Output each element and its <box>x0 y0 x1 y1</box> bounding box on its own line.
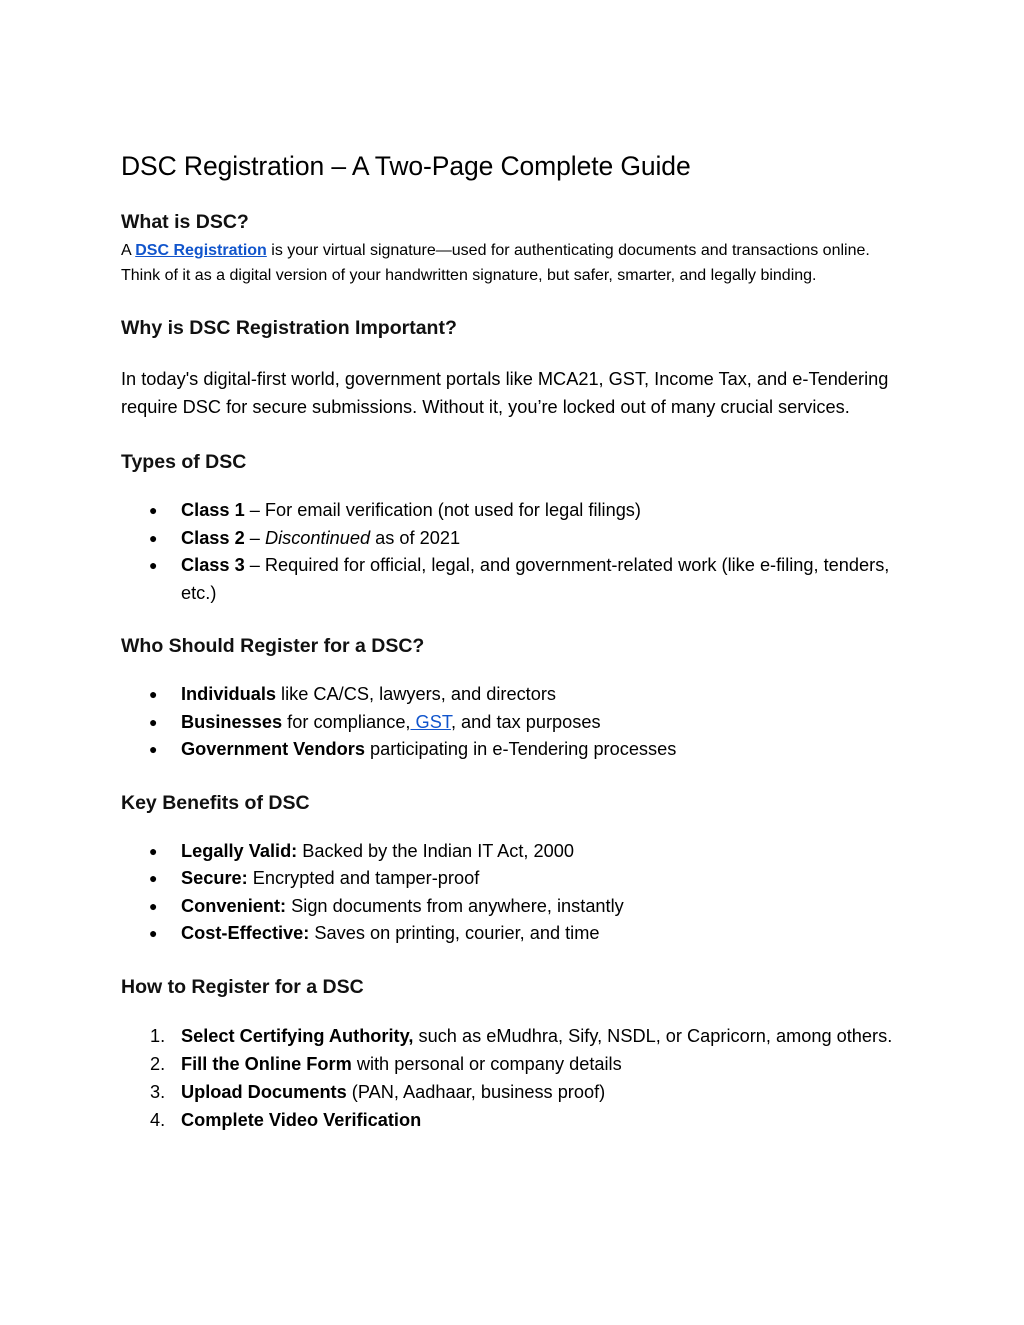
step-number: 3. <box>150 1081 166 1102</box>
list-item <box>121 736 911 764</box>
list-item <box>121 838 911 866</box>
document-page <box>121 146 911 1134</box>
bullet-icon: ● <box>149 529 158 546</box>
bullet-icon: ● <box>149 713 158 730</box>
item-bold: Class 2 <box>181 527 245 548</box>
item-text: with personal or company details <box>351 1053 622 1074</box>
bullet-icon: ● <box>149 870 158 886</box>
item-bold: Legally Valid: <box>181 840 298 861</box>
heading-types-of-dsc: Types of DSC <box>121 451 247 473</box>
list-item <box>121 920 911 948</box>
item-text: participating in e-Tendering processes <box>364 739 677 759</box>
why-paragraph: In today's digital-first world, government portals like MCA21, GST, Income Tax, and e-Tendering require DSC for secure submissions. Without it, you’re locked out of many crucial services. <box>121 369 889 417</box>
item-text: Saves on printing, courier, and time <box>309 923 600 943</box>
item-text: as of 2021 <box>370 527 461 548</box>
item-bold: Fill the Online Form <box>181 1053 352 1074</box>
benefits-list <box>121 838 911 948</box>
page-title: DSC Registration – A Two-Page Complete Guide <box>121 151 691 181</box>
bullet-icon: ● <box>149 741 158 757</box>
step-number: 4. <box>150 1109 166 1130</box>
item-bold: Secure: <box>181 868 248 888</box>
how-steps-list <box>121 1022 911 1134</box>
list-item <box>121 1050 911 1078</box>
item-bold: Government Vendors <box>181 739 365 759</box>
list-item <box>121 1022 911 1050</box>
item-text: Sign documents from anywhere, instantly <box>286 895 624 916</box>
item-text: – Required for official, legal, and government-related work (like e-filing, tenders, etc.) <box>181 555 890 603</box>
list-item <box>121 1106 911 1134</box>
item-bold: Class 1 <box>181 500 245 520</box>
item-bold: Convenient: <box>181 895 287 916</box>
item-bold: Class 3 <box>181 555 245 575</box>
dsc-registration-link[interactable]: DSC Registration <box>135 242 267 259</box>
what-paragraph <box>121 239 911 288</box>
bullet-icon: ● <box>149 557 158 573</box>
heading-key-benefits: Key Benefits of DSC <box>121 791 310 814</box>
item-text: , and tax purposes <box>450 711 601 732</box>
item-text: Backed by the Indian IT Act, 2000 <box>297 840 574 861</box>
bullet-icon: ● <box>149 502 158 518</box>
item-bold: Complete Video Verification <box>181 1109 422 1130</box>
bullet-icon: ● <box>149 686 158 702</box>
list-item <box>121 1078 911 1106</box>
step-number: 2. <box>150 1053 166 1074</box>
item-bold: Businesses <box>181 711 283 732</box>
item-bold: Upload Documents <box>181 1081 347 1102</box>
who-list <box>121 681 911 764</box>
item-bold: Cost-Effective: <box>181 923 310 943</box>
item-bold: Select Certifying Authority, <box>181 1025 414 1046</box>
gst-link[interactable]: GST <box>410 711 451 732</box>
bullet-icon: ● <box>149 842 158 859</box>
list-item <box>121 497 911 525</box>
what-post: is your virtual signature—used for authenticating documents and transactions online. Think of it as a digital version of your handwritten signature, but safer, smarter, and legally binding. <box>121 242 870 284</box>
item-text: – For email verification (not used for legal filings) <box>244 500 641 520</box>
item-text: such as eMudhra, Sify, NSDL, or Capricorn, among others. <box>413 1025 893 1046</box>
item-italic: Discontinued <box>264 527 371 548</box>
item-bold: Individuals <box>181 684 276 704</box>
heading-who-should-register: Who Should Register for a DSC? <box>121 635 425 657</box>
list-item <box>121 681 911 709</box>
types-list <box>121 497 911 607</box>
step-number: 1. <box>150 1025 166 1046</box>
heading-how-to-register: How to Register for a DSC <box>121 975 364 998</box>
list-item <box>121 893 911 921</box>
list-item <box>121 525 911 553</box>
bullet-icon: ● <box>149 925 158 941</box>
heading-what-is-dsc: What is DSC? <box>121 211 249 233</box>
list-item <box>121 709 911 737</box>
bullet-icon: ● <box>149 897 158 914</box>
what-pre: A <box>121 242 136 259</box>
item-text: Encrypted and tamper-proof <box>247 868 480 888</box>
item-sep: – <box>244 527 265 548</box>
list-item <box>121 865 911 893</box>
heading-why-important: Why is DSC Registration Important? <box>121 317 457 339</box>
list-item <box>121 552 911 607</box>
item-pre: for compliance, <box>282 711 411 732</box>
item-text: like CA/CS, lawyers, and directors <box>276 684 556 704</box>
item-text: (PAN, Aadhaar, business proof) <box>346 1081 606 1102</box>
